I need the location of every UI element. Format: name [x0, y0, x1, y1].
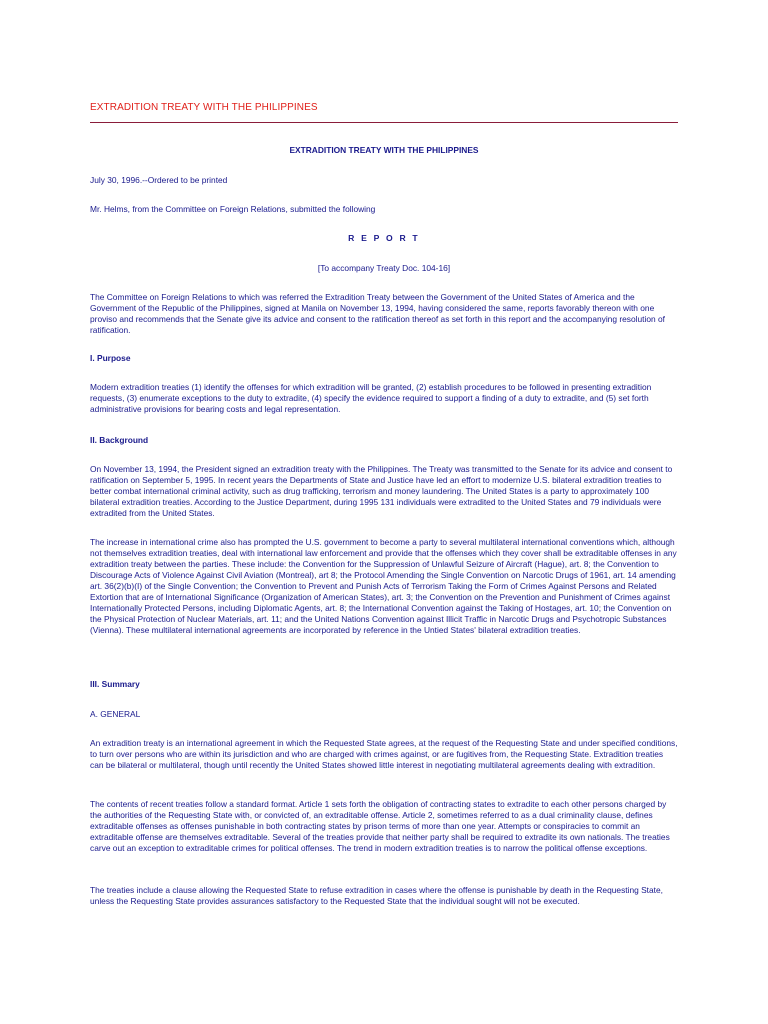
- running-title: EXTRADITION TREATY WITH THE PHILIPPINES: [90, 102, 318, 113]
- title-divider: [90, 122, 678, 123]
- date-line: July 30, 1996.--Ordered to be printed: [90, 175, 228, 185]
- summary-paragraph-2: The contents of recent treaties follow a standard format. Article 1 sets forth the obligation of contracting states to extradite to each other persons charged by the authorities of the Requesting State with, or convicted of, an extraditable offense. Article 2, sometimes referred to as a dual criminality clause, defines extraditable offenses as offenses punishable in both contracting states by prison terms of more than one year. Attempts or conspiracies to commit an extraditable offense are themselves extraditable. Several of the treaties provide that neither party shall be required to extradite its own nationals. The treaties carve out an exception to extraditable crimes for political offenses. The trend in modern extradition treaties is to narrow the political offense exceptions.: [90, 799, 670, 853]
- document-title: EXTRADITION TREATY WITH THE PHILIPPINES: [289, 145, 479, 155]
- summary-paragraph-1: An extradition treaty is an international agreement in which the Requested State agrees, at the request of the Requesting State and under specified conditions, to turn over persons who are within its jurisdiction and who are charged with crimes against, or are fugitives from, the Requesting State. Extradition treaties can be bilateral or multilateral, though until recently the United States showed little interest in negotiating multilateral agreements dealing with extradition.: [90, 738, 678, 770]
- section-heading-background: II. Background: [90, 435, 149, 445]
- section-heading-summary: III. Summary: [90, 679, 140, 689]
- background-paragraph-1: On November 13, 1994, the President signed an extradition treaty with the Philippines. The Treaty was transmitted to the Senate for its advice and consent to ratification on September 5, 1995. In recent years the Departments of State and Justice have led an effort to modernize U.S. bilateral extradition treaties to better combat international criminal activity, such as drug trafficking, terrorism and money laundering. The United States is a party to approximately 100 bilateral extradition treaties. According to the Justice Department, during 1995 131 individuals were extradited to the United States and 79 individuals were extradited from the United States.: [90, 464, 673, 518]
- purpose-paragraph: Modern extradition treaties (1) identify the offenses for which extradition will be granted, (2) establish procedures to be followed in presenting extradition requests, (3) enumerate exceptions to the duty to extradite, (4) specify the evidence required to support a finding of a duty to extradite, and (5) set forth administrative provisions for bearing costs and legal representation.: [90, 382, 652, 414]
- background-paragraph-2: The increase in international crime also has prompted the U.S. government to become a party to several multilateral international conventions which, although not themselves extradition treaties, deal with international law enforcement and provide that the offenses which they cover shall be extraditable offenses in any extradition treaty between the parties. These include: the Convention for the Suppression of Unlawful Seizure of Aircraft (Hague), art. 8; the Convention to Discourage Acts of Violence Against Civil Aviation (Montreal), art 8; the Protocol Amending the Single Convention on Narcotic Drugs of 1961, art. 14 amending art. 36(2)(b)(I) of the Single Convention; the Convention to Prevent and Punish Acts of Terrorism Taking the Form of Crimes Against Persons and Related Extortion that are of International Significance (Organization of American States), art. 3; the Convention on the Prevention and Punishment of Crimes against Internationally Protected Persons, including Diplomatic Agents, art. 8; the International Convention against the Taking of Hostages, art. 10; the Convention on the Physical Protection of Nuclear Materials, art. 11; and the United Nations Convention against Illicit Traffic in Narcotic Drugs and Psychotropic Substances (Vienna). These multilateral international agreements are incorporated by reference in the Untied States' bilateral extradition treaties.: [90, 537, 677, 635]
- report-heading: R E P O R T: [348, 233, 420, 243]
- intro-paragraph: The Committee on Foreign Relations to which was referred the Extradition Treaty between the Government of the United States of America and the Government of the Republic of the Philippines, signed at Manila on November 13, 1994, having considered the same, reports favorably thereon with one proviso and recommends that the Senate give its advice and consent to the ratification thereof as set forth in this report and the accompanying resolution of ratification.: [90, 292, 665, 335]
- submitted-line: Mr. Helms, from the Committee on Foreign Relations, submitted the following: [90, 204, 376, 214]
- section-heading-purpose: I. Purpose: [90, 353, 131, 363]
- summary-paragraph-3: The treaties include a clause allowing the Requested State to refuse extradition in cases where the offense is punishable by death in the Requesting State, unless the Requesting State provides assurances satisfactory to the Requested State that the individual sought will not be executed.: [90, 885, 663, 906]
- accompany-line: [To accompany Treaty Doc. 104-16]: [317, 263, 451, 273]
- subsection-heading-general: A. GENERAL: [90, 709, 141, 719]
